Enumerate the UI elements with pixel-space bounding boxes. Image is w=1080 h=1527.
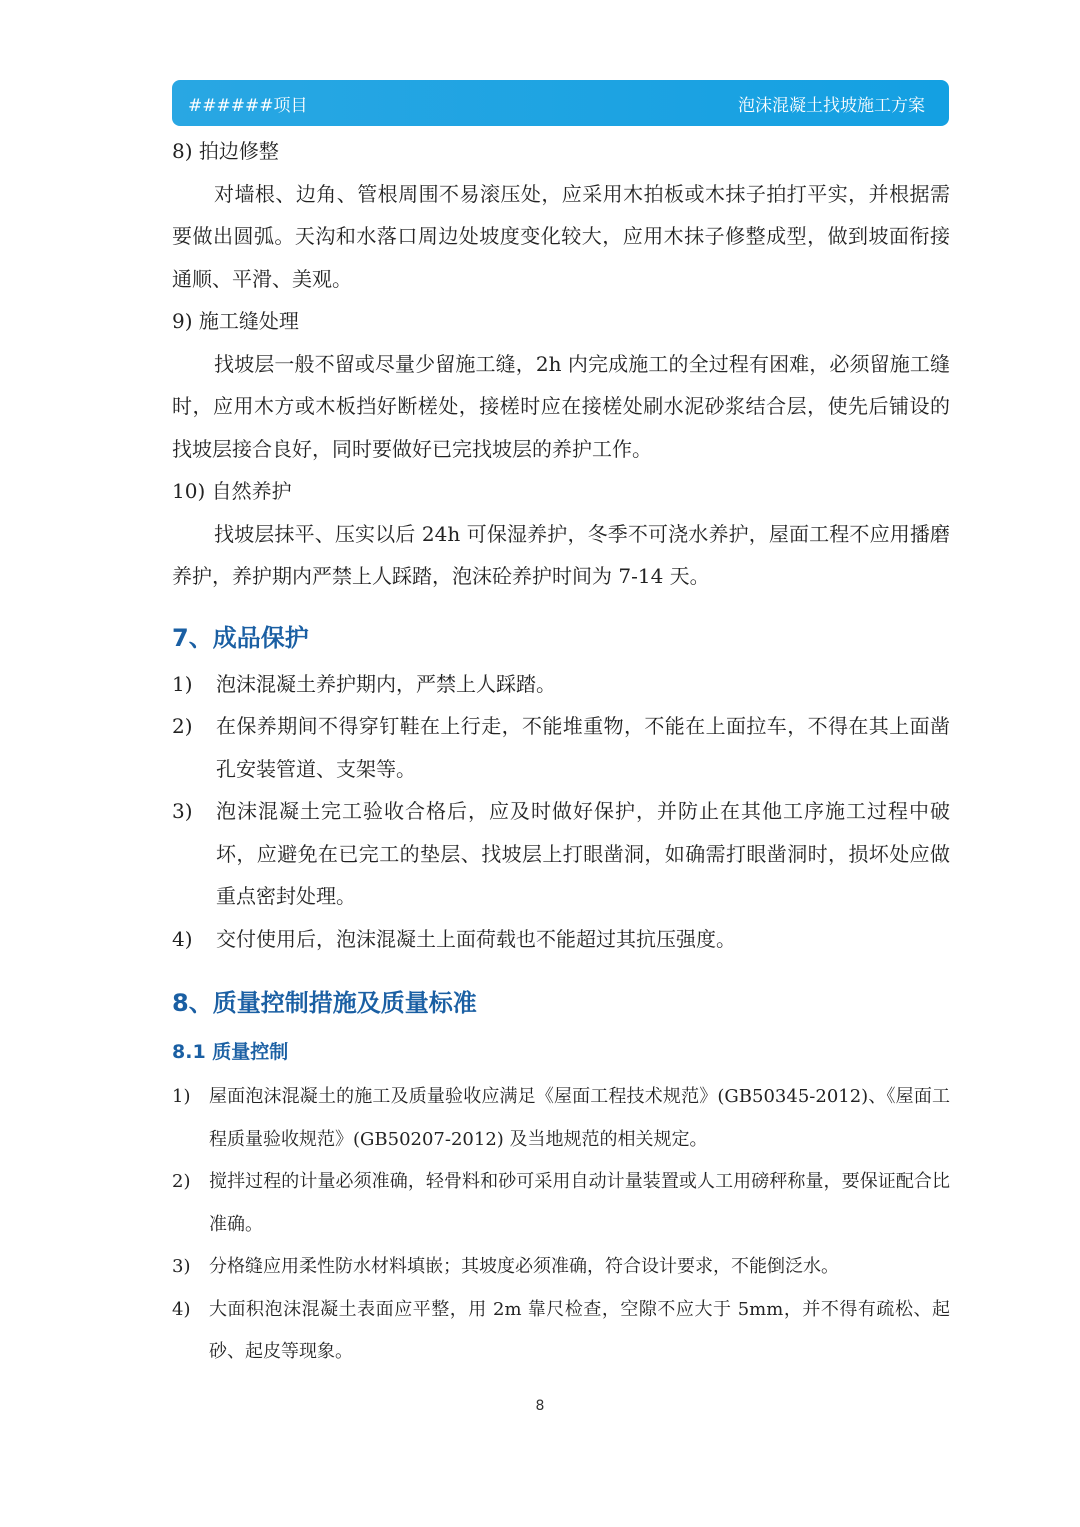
list-text: 交付使用后，泡沫混凝土上面荷载也不能超过其抗压强度。 <box>216 926 736 951</box>
list-number: 4) <box>172 926 193 951</box>
list-number: 1) <box>172 671 193 696</box>
section-8-heading: 8、质量控制措施及质量标准 <box>172 989 477 1017</box>
quality-control-list <box>172 1076 950 1374</box>
step-10-body: 找坡层抹平、压实以后 24h 可保湿养护，冬季不可浇水养护，屋面工程不应用播磨养护，养护期内严禁上人踩踏，泡沫砼养护时间为 7-14 天。 <box>172 521 950 588</box>
list-item <box>172 918 950 961</box>
step-8-body: 对墙根、边角、管根周围不易滚压处，应采用木拍板或木抹子拍打平实，并根据需要做出圆弧。天沟和水落口周边处坡度变化较大，应用木抹子修整成型，做到坡面衔接通顺、平滑、美观。 <box>172 181 950 291</box>
list-item <box>172 1289 950 1374</box>
list-number: 3) <box>172 799 193 823</box>
step-8-title: 8) 拍边修整 <box>172 139 279 163</box>
step-9-body: 找坡层一般不留或尽量少留施工缝，2h 内完成施工的全过程有困难，必须留施工缝时，应用木方或木板挡好断槎处，接槎时应在接槎处刷水泥砂浆结合层，使先后铺设的找坡层接合良好，同时要做好已完找坡层的养护工作。 <box>172 351 950 461</box>
list-item <box>172 705 950 790</box>
list-text: 大面积泡沫混凝土表面应平整，用 2m 靠尺检查，空隙不应大于 5mm，并不得有疏松、起砂、起皮等现象。 <box>209 1298 950 1362</box>
list-text: 屋面泡沫混凝土的施工及质量验收应满足《屋面工程技术规范》(GB50345-2012)、《屋面工程质量验收规范》(GB50207-2012) 及当地规范的相关规定。 <box>209 1086 950 1150</box>
list-number: 1) <box>172 1086 191 1107</box>
list-item <box>172 1076 950 1161</box>
list-number: 3) <box>172 1256 191 1277</box>
list-item <box>172 1161 950 1246</box>
list-number: 2) <box>172 1171 191 1192</box>
list-text: 在保养期间不得穿钉鞋在上行走，不能堆重物，不能在上面拉车，不得在其上面凿孔安装管道、支架等。 <box>216 714 950 781</box>
page-number: 8 <box>535 1398 545 1414</box>
list-text: 分格缝应用柔性防水材料填嵌；其坡度必须准确，符合设计要求，不能倒泛水。 <box>209 1256 839 1277</box>
section-7-heading: 7、成品保护 <box>172 623 309 652</box>
list-text: 泡沫混凝土养护期内，严禁上人踩踏。 <box>216 671 556 696</box>
page-header <box>172 80 949 126</box>
list-number: 2) <box>172 714 193 738</box>
list-text: 泡沫混凝土完工验收合格后，应及时做好保护，并防止在其他工序施工过程中破坏，应避免在已完工的垫层、找坡层上打眼凿洞，如确需打眼凿洞时，损坏处应做重点密封处理。 <box>216 799 950 908</box>
step-10-title: 10) 自然养护 <box>172 479 292 503</box>
list-text: 搅拌过程的计量必须准确，轻骨料和砂可采用自动计量装置或人工用磅秤称量，要保证配合比准确。 <box>209 1171 950 1235</box>
section-8-1-heading: 8.1 质量控制 <box>172 1041 289 1063</box>
list-item <box>172 790 950 918</box>
header-project: ######项目 <box>188 95 308 116</box>
header-doc-title: 泡沫混凝土找坡施工方案 <box>738 95 925 116</box>
list-item <box>172 663 950 706</box>
page-content <box>172 130 950 1374</box>
list-item <box>172 1246 950 1289</box>
step-9-title: 9) 施工缝处理 <box>172 309 299 333</box>
list-number: 4) <box>172 1298 191 1320</box>
